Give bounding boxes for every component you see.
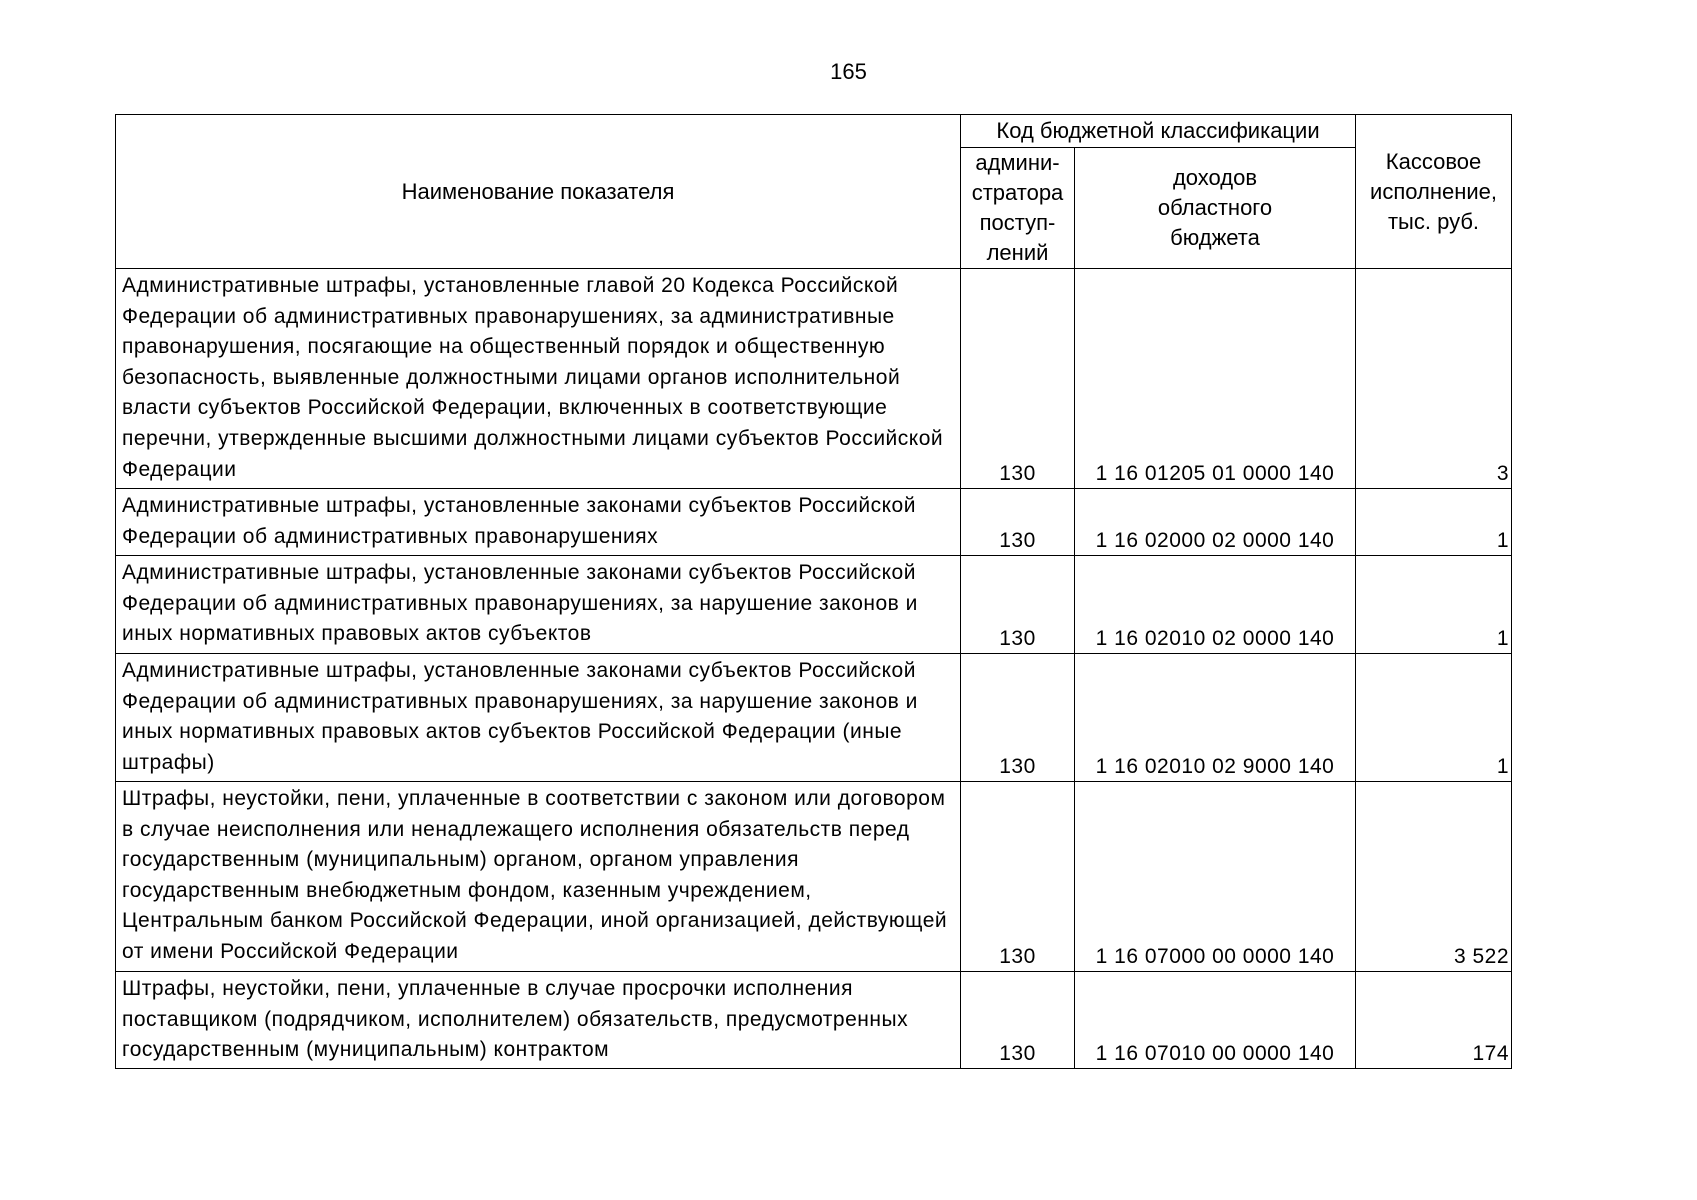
budget-table bbox=[115, 114, 1512, 1069]
row-name-cell: Административные штрафы, установленные главой 20 Кодекса Российской Федерации об административных правонарушениях, за административные правонарушения, посягающие на общественный порядок и общественную безопасность, выявленные должностными лицами органов исполнительной власти субъектов Российской Федерации, включенных в соответствующие перечни, утвержденные высшими должностными лицами субъектов Российской Федерации bbox=[116, 269, 961, 489]
row-name-cell: Штрафы, неустойки, пени, уплаченные в случае просрочки исполнения поставщиком (подрядчиком, исполнителем) обязательств, предусмотренных государственным (муниципальным) контрактом bbox=[116, 972, 961, 1069]
table-row bbox=[116, 556, 1512, 654]
header-amount: Кассовое исполнение, тыс. руб. bbox=[1356, 115, 1512, 269]
row-name-cell: Административные штрафы, установленные законами субъектов Российской Федерации об административных правонарушениях, за нарушение законов и иных нормативных правовых актов субъектов Российской Федерации (иные штрафы) bbox=[116, 654, 961, 782]
row-amount-cell: 174 bbox=[1356, 972, 1512, 1069]
table-body bbox=[116, 269, 1512, 1069]
row-code-cell: 1 16 02000 02 0000 140 bbox=[1075, 489, 1356, 556]
row-code-cell: 1 16 02010 02 9000 140 bbox=[1075, 654, 1356, 782]
row-amount-cell: 3 bbox=[1356, 269, 1512, 489]
row-code-cell: 1 16 02010 02 0000 140 bbox=[1075, 556, 1356, 654]
table-row bbox=[116, 782, 1512, 972]
row-admin-cell: 130 bbox=[961, 556, 1075, 654]
header-income: доходов областного бюджета bbox=[1075, 148, 1356, 269]
table-row bbox=[116, 972, 1512, 1069]
row-amount-cell: 1 bbox=[1356, 556, 1512, 654]
table-row bbox=[116, 654, 1512, 782]
row-admin-cell: 130 bbox=[961, 782, 1075, 972]
header-code-group: Код бюджетной классификации bbox=[961, 115, 1356, 148]
row-name-cell: Административные штрафы, установленные законами субъектов Российской Федерации об административных правонарушениях bbox=[116, 489, 961, 556]
row-name-cell: Штрафы, неустойки, пени, уплаченные в соответствии с законом или договором в случае неисполнения или ненадлежащего исполнения обязательств перед государственным (муниципальным) органом, органом управления государственным внебюджетным фондом, казенным учреждением, Центральным банком Российской Федерации, иной организацией, действующей от имени Российской Федерации bbox=[116, 782, 961, 972]
row-admin-cell: 130 bbox=[961, 489, 1075, 556]
table-row bbox=[116, 269, 1512, 489]
header-name: Наименование показателя bbox=[116, 115, 961, 269]
header-admin: админи- стратора поступ- лений bbox=[961, 148, 1075, 269]
page-number: 165 bbox=[830, 59, 867, 84]
row-name-cell: Административные штрафы, установленные законами субъектов Российской Федерации об административных правонарушениях, за нарушение законов и иных нормативных правовых актов субъектов bbox=[116, 556, 961, 654]
row-code-cell: 1 16 07010 00 0000 140 bbox=[1075, 972, 1356, 1069]
row-amount-cell: 3 522 bbox=[1356, 782, 1512, 972]
table-row bbox=[116, 489, 1512, 556]
row-code-cell: 1 16 01205 01 0000 140 bbox=[1075, 269, 1356, 489]
row-code-cell: 1 16 07000 00 0000 140 bbox=[1075, 782, 1356, 972]
row-admin-cell: 130 bbox=[961, 269, 1075, 489]
row-admin-cell: 130 bbox=[961, 654, 1075, 782]
row-amount-cell: 1 bbox=[1356, 654, 1512, 782]
row-admin-cell: 130 bbox=[961, 972, 1075, 1069]
row-amount-cell: 1 bbox=[1356, 489, 1512, 556]
